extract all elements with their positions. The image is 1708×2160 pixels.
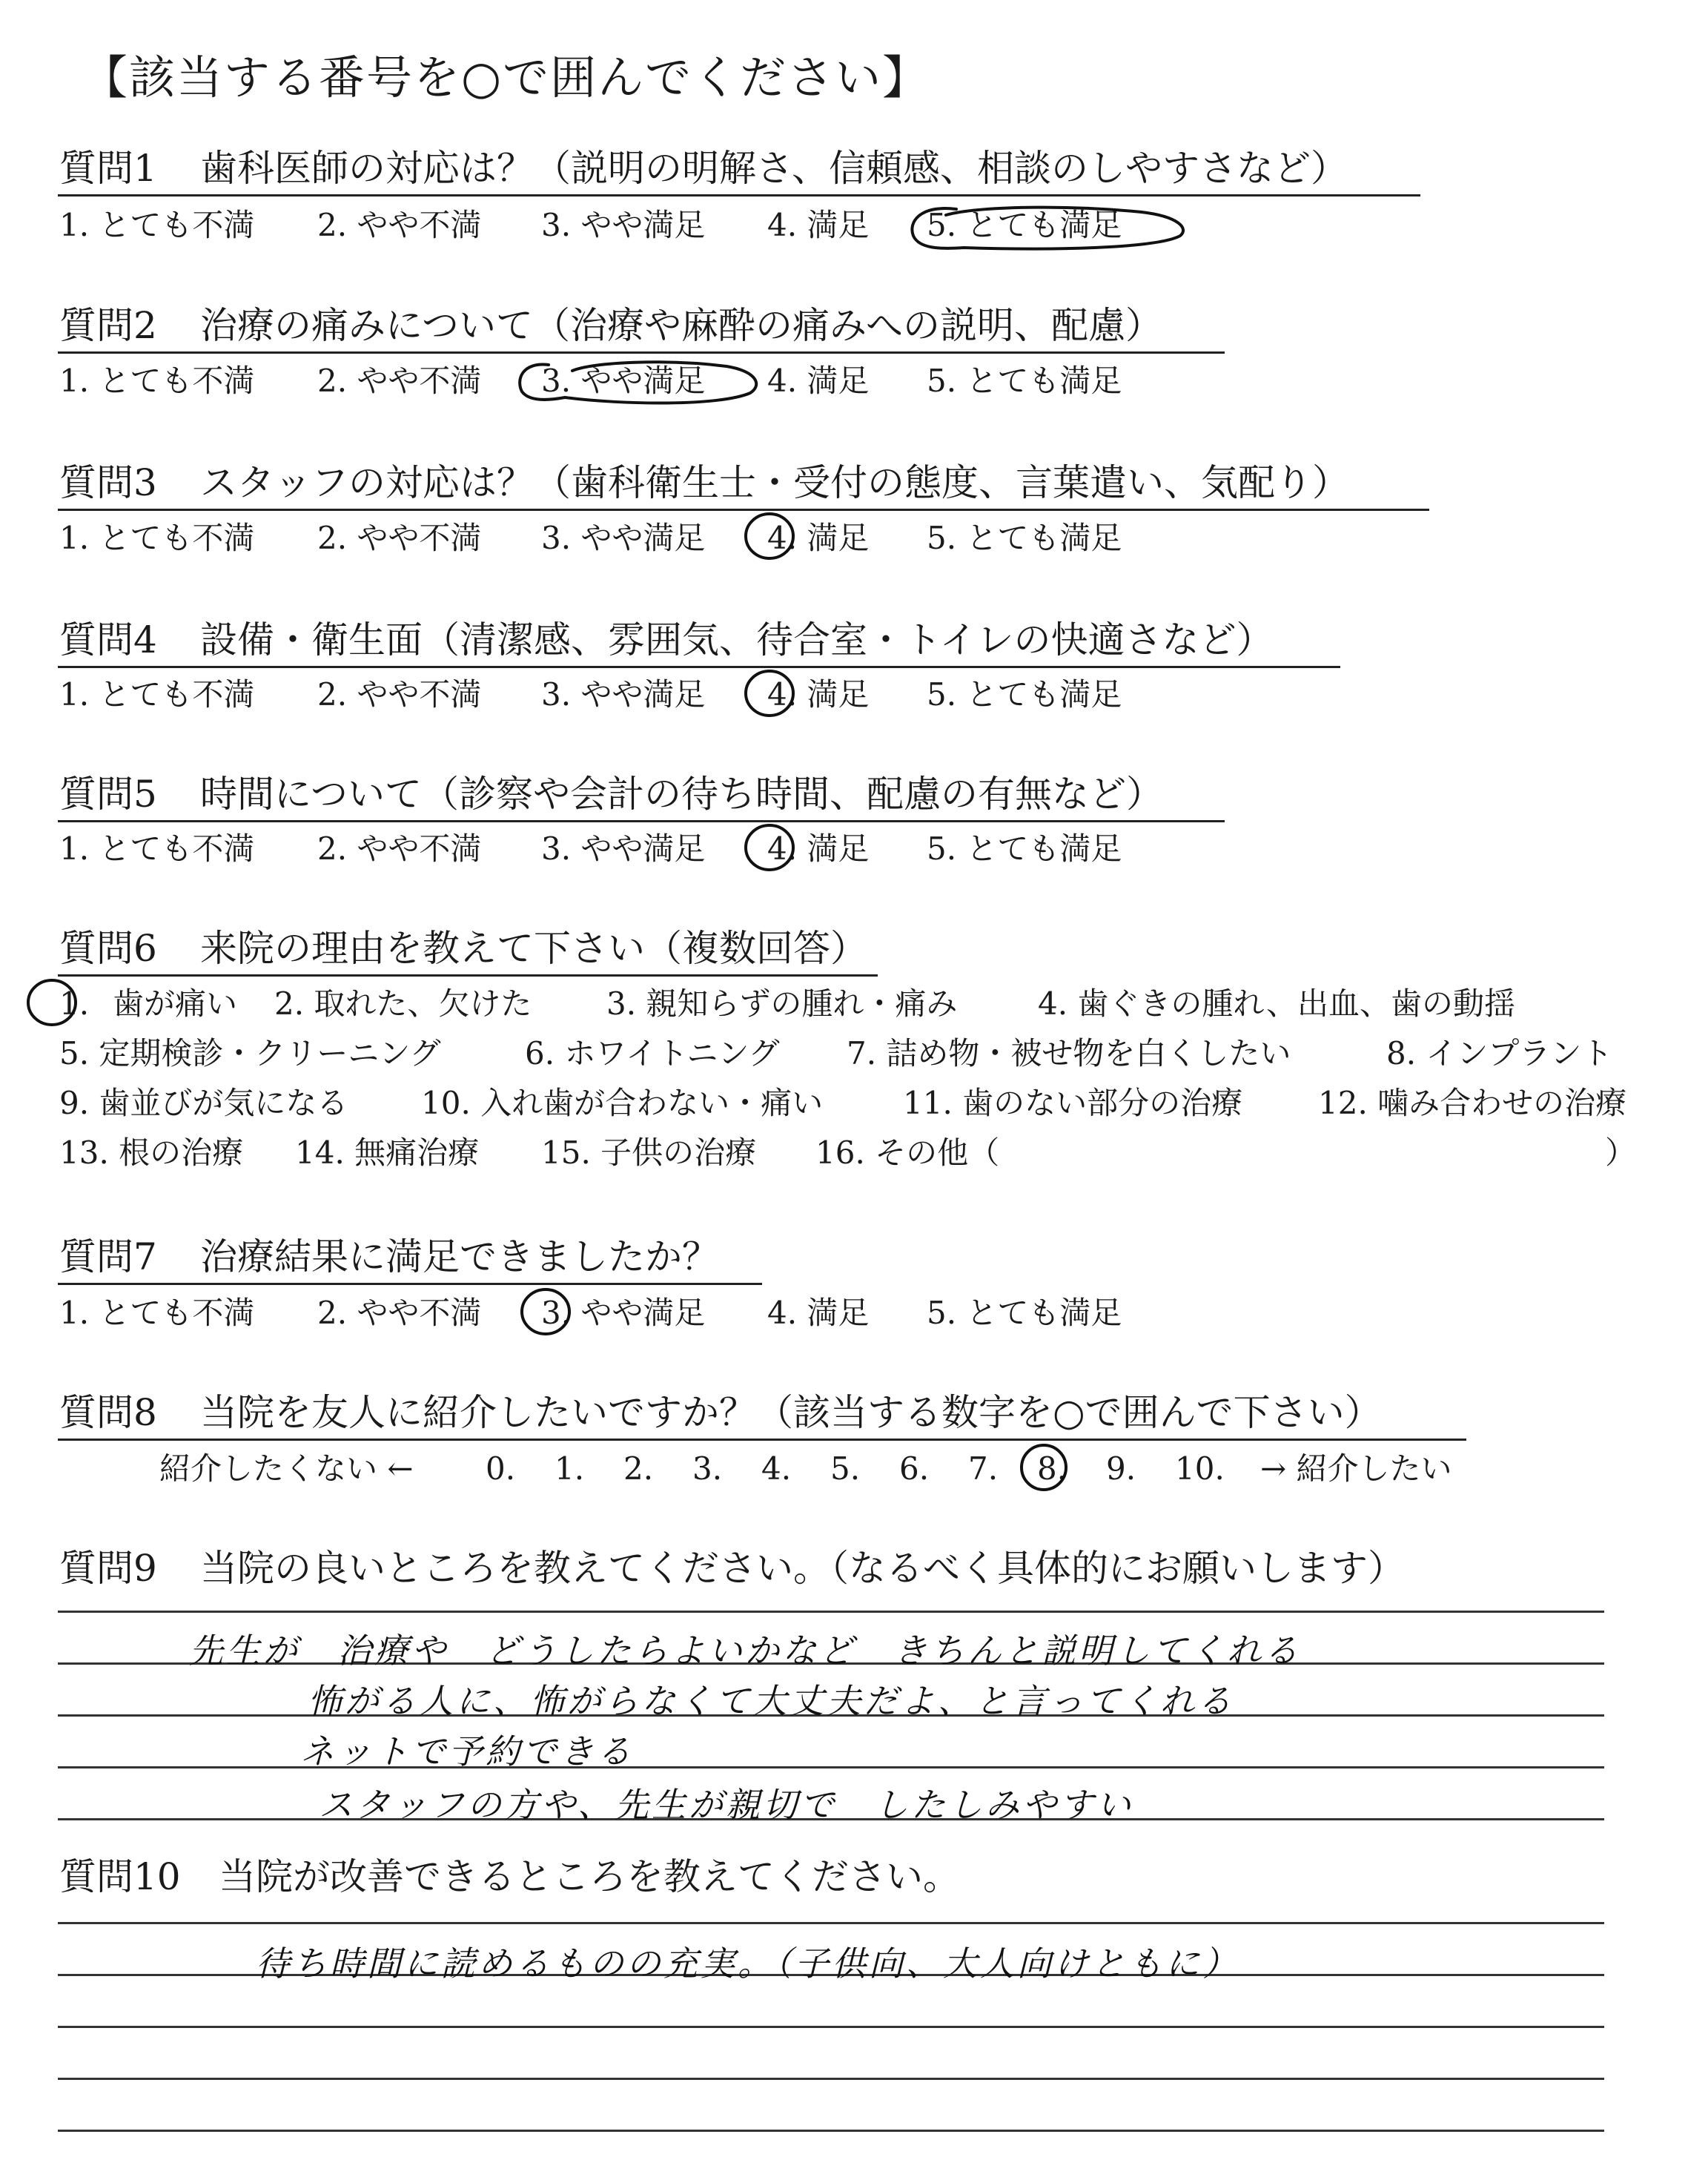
score-6[interactable]: 6.: [899, 1450, 930, 1487]
reason-option-10[interactable]: 10. 入れ歯が合わない・痛い: [421, 1085, 824, 1121]
question-1-text: 歯科医師の対応は？（説明の明解さ、信頼感、相談のしやすさなど）: [200, 147, 1348, 190]
option-5[interactable]: 5. とても満足: [927, 207, 1122, 243]
option-5[interactable]: 5. とても満足: [927, 830, 1122, 867]
selection-circle-q2: [520, 362, 756, 403]
reason-option-6[interactable]: 6. ホワイトニング: [525, 1035, 780, 1071]
option-5[interactable]: 5. とても満足: [927, 363, 1122, 399]
option-2[interactable]: 2. やや不満: [317, 207, 482, 243]
scale-right-label: → 紹介したい: [1260, 1450, 1452, 1487]
option-4[interactable]: 4. 満足: [767, 1295, 870, 1331]
reason-option-16[interactable]: 16. その他（: [815, 1135, 1000, 1171]
question-9-label: 質問9: [59, 1547, 157, 1590]
option-4[interactable]: 4. 満足: [767, 520, 870, 556]
reason-option-14[interactable]: 14. 無痛治療: [295, 1135, 480, 1171]
question-5-text: 時間について（診察や会計の待ち時間、配慮の有無など）: [200, 773, 1163, 816]
reason-option-12[interactable]: 12. 噛み合わせの治療: [1318, 1085, 1627, 1121]
option-5[interactable]: 5. とても満足: [927, 676, 1122, 713]
question-2-text: 治療の痛みについて（治療や麻酔の痛みへの説明、配慮）: [200, 304, 1162, 347]
reason-option-16-close: ）: [1605, 1135, 1637, 1171]
score-1[interactable]: 1.: [555, 1450, 585, 1487]
option-2[interactable]: 2. やや不満: [317, 676, 482, 713]
option-5[interactable]: 5. とても満足: [927, 520, 1122, 556]
score-10[interactable]: 10.: [1175, 1450, 1225, 1487]
question-7-text: 治療結果に満足できましたか？: [200, 1235, 719, 1278]
option-3[interactable]: 3. やや満足: [541, 363, 706, 399]
option-1[interactable]: 1. とても不満: [59, 520, 255, 556]
option-3[interactable]: 3. やや満足: [541, 520, 706, 556]
option-4[interactable]: 4. 満足: [767, 363, 870, 399]
option-2[interactable]: 2. やや不満: [317, 1295, 482, 1331]
question-8-text: 当院を友人に紹介したいですか？（該当する数字を○で囲んで下さい）: [200, 1391, 1382, 1434]
handwritten-answer: 先生が 治療や どうしたらよいかなど きちんと説明してくれる: [189, 1631, 1301, 1671]
option-2[interactable]: 2. やや不満: [317, 830, 482, 867]
reason-option-11[interactable]: 11. 歯のない部分の治療: [903, 1085, 1243, 1121]
selection-circle-q6: [28, 980, 76, 1025]
option-1[interactable]: 1. とても不満: [59, 207, 255, 243]
question-3-text: スタッフの対応は？（歯科衛生士・受付の態度、言葉遣い、気配り）: [200, 461, 1349, 504]
option-2[interactable]: 2. やや不満: [317, 363, 482, 399]
reason-option-5[interactable]: 5. 定期検診・クリーニング: [59, 1035, 441, 1071]
option-1[interactable]: 1. とても不満: [59, 830, 255, 867]
option-1[interactable]: 1. とても不満: [59, 1295, 255, 1331]
question-3-label: 質問3: [59, 461, 157, 504]
handwritten-answer: 待ち時間に読めるものの充実。（子供向、大人向けともに）: [256, 1943, 1239, 1984]
option-1[interactable]: 1. とても不満: [59, 363, 255, 399]
scale-left-label: 紹介したくない ←: [159, 1450, 414, 1487]
option-2[interactable]: 2. やや不満: [317, 520, 482, 556]
option-4[interactable]: 4. 満足: [767, 830, 870, 867]
question-10-label: 質問10: [59, 1855, 181, 1898]
question-8-label: 質問8: [59, 1391, 157, 1434]
option-1[interactable]: 1. とても不満: [59, 676, 255, 713]
score-9[interactable]: 9.: [1106, 1450, 1136, 1487]
score-3[interactable]: 3.: [692, 1450, 723, 1487]
option-3[interactable]: 3. やや満足: [541, 830, 706, 867]
question-2-label: 質問2: [59, 304, 157, 347]
score-5[interactable]: 5.: [830, 1450, 861, 1487]
reason-option-4[interactable]: 4. 歯ぐきの腫れ、出血、歯の動揺: [1038, 985, 1515, 1022]
question-6-label: 質問6: [59, 927, 157, 970]
selection-circle-q5: [746, 825, 793, 870]
question-1-label: 質問1: [59, 147, 157, 190]
selection-circle-q1: [912, 208, 1183, 249]
option-5[interactable]: 5. とても満足: [927, 1295, 1122, 1331]
reason-option-1-text: 歯が痛い: [113, 985, 238, 1022]
reason-option-1[interactable]: 1.: [59, 985, 90, 1022]
option-3[interactable]: 3. やや満足: [541, 207, 706, 243]
selection-circle-q3: [746, 514, 793, 558]
question-9-text: 当院の良いところを教えてください。（なるべく具体的にお願いします）: [200, 1547, 1405, 1590]
option-4[interactable]: 4. 満足: [767, 676, 870, 713]
score-7[interactable]: 7.: [968, 1450, 999, 1487]
selection-circle-q4: [746, 671, 793, 716]
option-3[interactable]: 3. やや満足: [541, 676, 706, 713]
reason-option-3[interactable]: 3. 親知らずの腫れ・痛み: [606, 985, 958, 1022]
option-3[interactable]: 3. やや満足: [541, 1295, 706, 1331]
reason-option-2[interactable]: 2. 取れた、欠けた: [274, 985, 532, 1022]
reason-option-9[interactable]: 9. 歯並びが気になる: [59, 1085, 348, 1121]
page-title: 【該当する番号を○で囲んでください】: [82, 50, 930, 105]
question-5-label: 質問5: [59, 773, 157, 816]
score-4[interactable]: 4.: [761, 1450, 792, 1487]
reason-option-13[interactable]: 13. 根の治療: [59, 1135, 244, 1171]
question-7-label: 質問7: [59, 1235, 157, 1278]
selection-circle-q8: [1022, 1445, 1066, 1490]
score-2[interactable]: 2.: [623, 1450, 654, 1487]
question-10-text: 当院が改善できるところを教えてください。: [219, 1855, 960, 1898]
question-6-text: 来院の理由を教えて下さい（複数回答）: [200, 927, 867, 970]
handwritten-answer: ネットで予約できる: [300, 1731, 634, 1771]
handwritten-answer: スタッフの方や、先生が親切で したしみやすい: [319, 1785, 1134, 1825]
question-4-label: 質問4: [59, 618, 157, 661]
reason-option-7[interactable]: 7. 詰め物・被せ物を白くしたい: [847, 1035, 1291, 1071]
reason-option-8[interactable]: 8. インプラント: [1386, 1035, 1613, 1071]
option-4[interactable]: 4. 満足: [767, 207, 870, 243]
handwritten-answer: 怖がる人に、怖がらなくて大丈夫だよ、と言ってくれる: [308, 1681, 1234, 1721]
score-8[interactable]: 8.: [1037, 1450, 1068, 1487]
selection-circle-q7: [522, 1289, 569, 1334]
reason-option-15[interactable]: 15. 子供の治療: [541, 1135, 757, 1171]
score-0[interactable]: 0.: [486, 1450, 516, 1487]
question-4-text: 設備・衛生面（清潔感、雰囲気、待合室・トイレの快適さなど）: [200, 618, 1274, 661]
